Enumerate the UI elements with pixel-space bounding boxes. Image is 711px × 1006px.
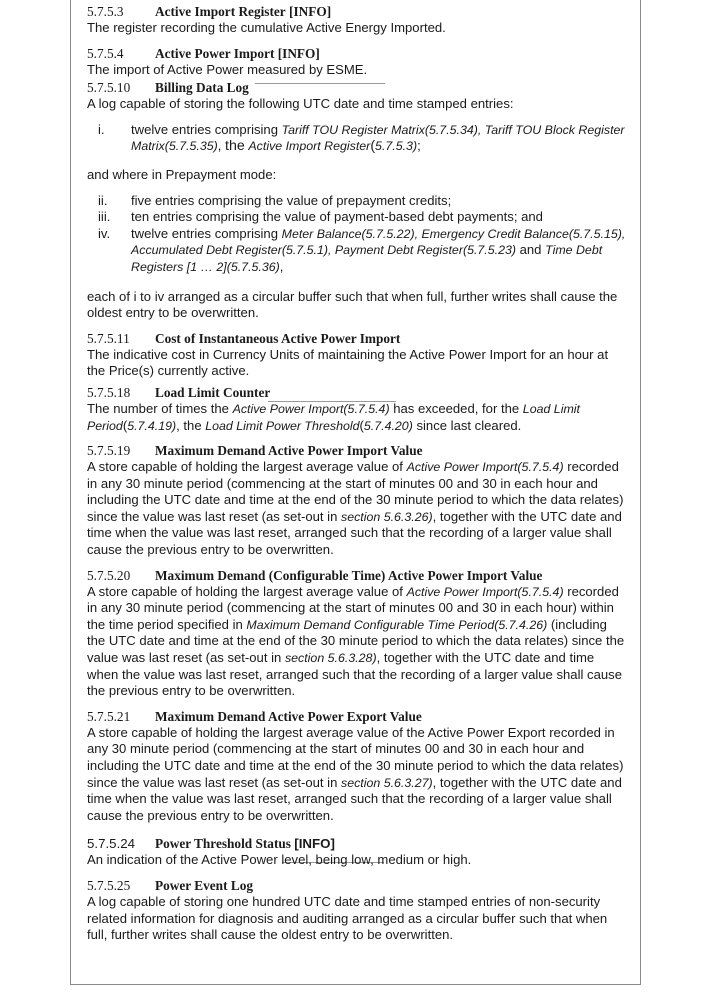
section-heading	[87, 878, 626, 894]
section-intro: A log capable of storing the following UTC date and time stamped entries:	[87, 96, 514, 112]
section-number: 5.7.5.24	[87, 836, 136, 852]
reference-text: Active Power Import(5.7.5.4)	[232, 401, 390, 416]
body-text: , the	[176, 417, 206, 433]
reference-text: section 5.6.3.28)	[284, 651, 377, 666]
section-body: The register recording the cumulative Active Energy Imported.	[87, 20, 446, 35]
section-body: The import of Active Power measured by ESME.	[87, 61, 368, 77]
section-body: An indication of the Active Power level, being low, medium or high.	[87, 852, 472, 868]
section-billing-data-log	[87, 80, 626, 322]
reference-text: Maximum Demand Configurable Time Period(5.7.4.26)	[246, 617, 548, 632]
body-text: A store capable of holding the largest average value of	[87, 459, 407, 475]
list-text: ,	[217, 138, 226, 154]
section-max-demand-import	[87, 443, 626, 559]
list-number: iv.	[98, 225, 111, 241]
list-text: and	[515, 242, 546, 258]
section-body: The indicative cost in Currency Units of maintaining the Active Power Import for an hour at the Price(s) currently active.	[87, 346, 609, 379]
body-text: , together with the UTC date and time when the value was last reset, arranged such that the recording of a larger value shall cause the previous entry to be overwritten.	[87, 774, 622, 823]
reference-text: 5.7.5.3)	[375, 139, 418, 154]
section-active-import-register	[87, 4, 626, 37]
list-number: i.	[98, 121, 105, 137]
list-text: ;	[417, 138, 421, 154]
section-title: Active Power Import	[155, 45, 275, 61]
body-text: (	[122, 417, 128, 433]
reference-text: Active Power Import(5.7.5.4)	[406, 584, 564, 599]
section-max-demand-export	[87, 709, 626, 825]
reference-text: Time Debt Registers [1 … 2](5.7.5.36)	[131, 243, 603, 274]
body-text: , together with the UTC date and time when the value was last reset, arranged such that the recording of a larger value shall cause the previous entry to be overwritten.	[87, 508, 622, 558]
section-number: 5.7.5.21	[87, 708, 131, 724]
prepayment-intro: and where in Prepayment mode:	[87, 166, 277, 182]
info-tag: [INFO]	[294, 836, 335, 852]
list-item	[87, 226, 626, 276]
section-heading	[87, 709, 626, 725]
document-page	[70, 0, 641, 985]
section-number: 5.7.5.4	[87, 45, 124, 61]
list-text: ten entries comprising the value of payment-based debt payments; and	[131, 209, 543, 225]
section-number: 5.7.5.18	[87, 384, 131, 400]
list-item	[87, 209, 626, 226]
reference-text: Load Limit Period	[87, 401, 580, 433]
section-title: Maximum Demand (Configurable Time) Active Power Import Value	[155, 567, 543, 583]
entry-list	[87, 122, 626, 155]
section-body	[87, 725, 626, 825]
list-text: (	[370, 138, 376, 155]
section-body	[87, 459, 626, 559]
body-text: has exceeded, for the	[389, 400, 523, 416]
list-item	[87, 193, 626, 210]
section-title: Power Threshold Status	[155, 836, 291, 852]
section-body	[87, 584, 626, 700]
section-power-threshold-status	[87, 836, 626, 869]
info-tag: [INFO]	[277, 45, 320, 61]
section-number: 5.7.5.11	[87, 330, 130, 346]
section-title: Maximum Demand Active Power Import Value	[155, 443, 423, 459]
reference-text: section 5.6.3.26)	[341, 509, 433, 524]
reference-text: Meter Balance(5.7.5.22), Emergency Credit Balance(5.7.5.15), Accumulated Debt Register(5.7.5.1), Payment Debt Register(5.7.5.23)	[131, 226, 626, 258]
section-cost-instantaneous	[87, 331, 626, 380]
section-heading	[87, 385, 626, 401]
section-heading	[87, 80, 626, 96]
list-number: iii.	[98, 209, 111, 225]
reference-text: 5.7.4.19)	[127, 418, 177, 433]
list-text: the	[225, 138, 245, 155]
section-heading	[87, 331, 626, 347]
section-number: 5.7.5.10	[87, 80, 131, 96]
section-load-limit-counter	[87, 385, 626, 434]
body-text: (	[359, 417, 364, 433]
reference-text: Active Import Register	[248, 139, 371, 154]
section-closing: each of i to iv arranged as a circular buffer such that when full, further writes shall cause the oldest entry to be overwritten.	[87, 288, 618, 321]
section-heading	[87, 46, 626, 62]
body-text: The number of times the	[87, 400, 233, 416]
section-body	[87, 401, 626, 434]
body-text: recorded in any 30 minute period (commencing at the start of minutes 00 and 30 in each hour and including the UTC date and time at the end of the 30 minute period to which the data relates) since the value was last reset (as set-out in	[87, 459, 624, 524]
body-text: A store capable of holding the largest average value of	[87, 583, 407, 599]
body-text: A store capable of holding the largest average value of the Active Power Export recorded in any 30 minute period (commencing at the start of minutes 00 and 30 in each hour and including the UTC date and time at the end of the 30 minute period to which the data relates) since the value was last reset (as set-out in	[87, 724, 624, 790]
section-number: 5.7.5.19	[87, 443, 131, 459]
section-number: 5.7.5.25	[87, 877, 131, 893]
body-text: , together with the UTC date and time when the value was last reset, arranged such that the recording of a larger value shall cause the previous entry to be overwritten.	[87, 650, 622, 699]
section-title: Cost of Instantaneous Active Power Import	[155, 330, 401, 346]
section-body: A log capable of storing one hundred UTC date and time stamped entries of non-security related information for diagnosis and auditing arranged as a circular buffer such that when full, further writes shall cause the oldest entry to be overwritten.	[87, 893, 608, 943]
section-heading	[87, 443, 626, 459]
list-text: twelve entries comprising	[131, 121, 282, 137]
section-title: Active Import Register	[155, 4, 286, 19]
section-number: 5.7.5.20	[87, 567, 131, 583]
reference-text: Tariff TOU Register Matrix(5.7.5.34), Tariff TOU Block Register Matrix(5.7.5.35)	[131, 122, 625, 154]
section-title: Load Limit Counter	[155, 384, 271, 400]
list-item	[87, 122, 626, 155]
reference-text: section 5.6.3.27)	[341, 775, 433, 790]
section-max-demand-configurable	[87, 568, 626, 700]
section-heading	[87, 4, 626, 20]
info-tag: [INFO]	[289, 4, 332, 19]
reference-text: Load Limit Power Threshold	[205, 418, 360, 433]
section-title: Power Event Log	[155, 877, 253, 893]
reference-text: Active Power Import(5.7.5.4)	[406, 460, 564, 475]
list-text: twelve entries comprising	[131, 225, 282, 241]
section-title: Billing Data Log	[155, 80, 249, 96]
body-text: (including the UTC date and time at the end of the 30 minute period to which the data relates) since the value was last reset (as set-out in	[87, 616, 625, 666]
list-number: ii.	[98, 192, 108, 208]
section-number: 5.7.5.3	[87, 4, 124, 19]
list-text: five entries comprising the value of prepayment credits;	[131, 192, 452, 208]
section-title: Maximum Demand Active Power Export Value	[155, 708, 422, 724]
section-power-event-log	[87, 878, 626, 944]
body-text: recorded in any 30 minute period (commencing at the start of minutes 00 and 30 in each hour) within the time period specified in	[87, 583, 619, 632]
reference-text: 5.7.4.20)	[363, 418, 413, 433]
section-heading	[87, 568, 626, 584]
section-heading	[87, 836, 626, 852]
prepayment-list	[87, 193, 626, 276]
body-text: since last cleared.	[412, 417, 522, 433]
list-text: ,	[279, 258, 284, 274]
section-active-power-import	[87, 46, 626, 79]
